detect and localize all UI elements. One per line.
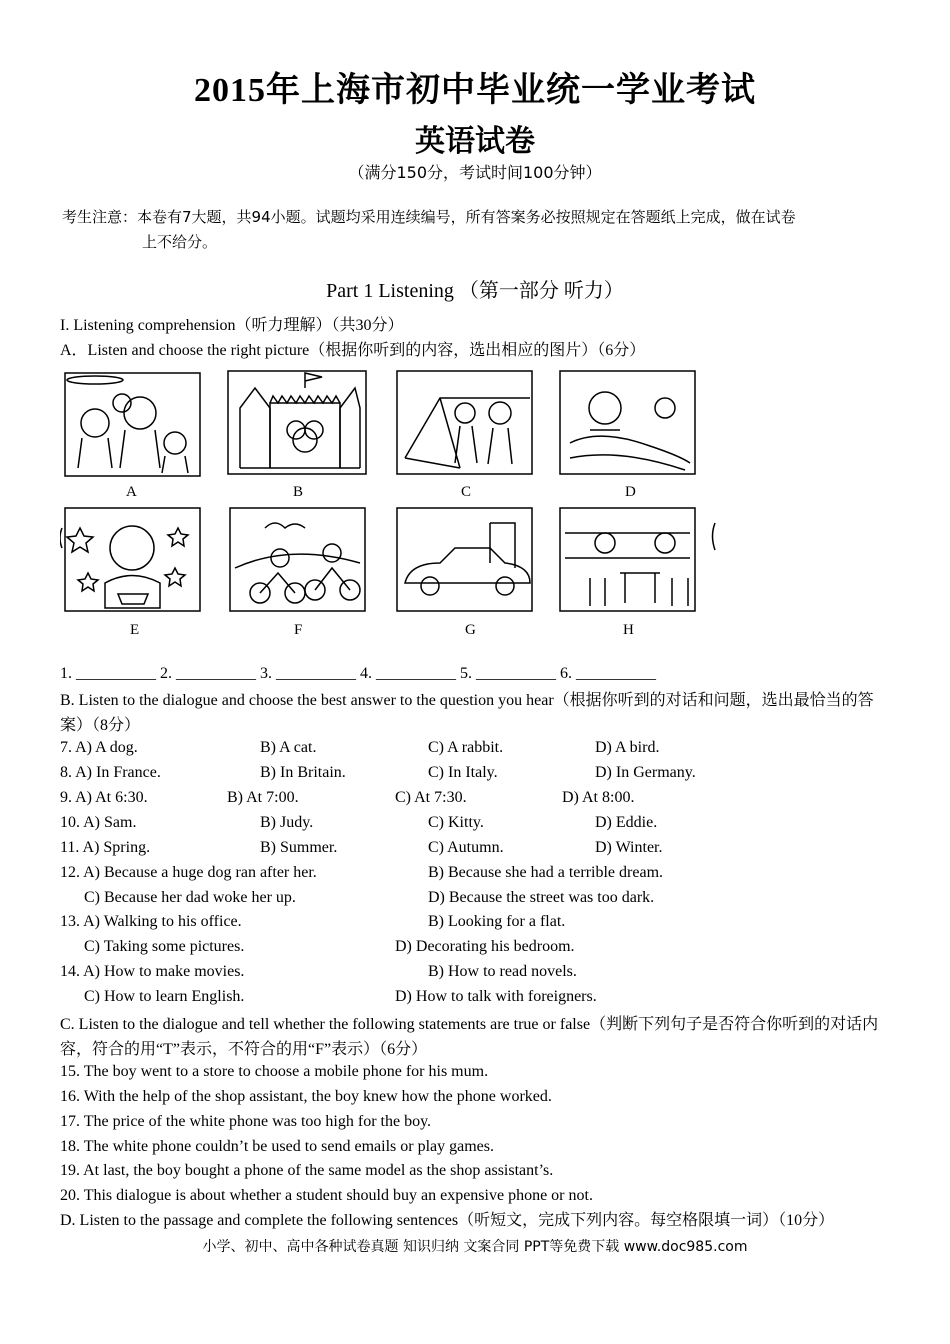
- picture-a-frame: [65, 373, 200, 476]
- answer-blanks-1-6: 1. __________ 2. __________ 3. __________ 4. __________ 5. __________ 6. __________: [60, 665, 656, 682]
- picture-grid: [60, 368, 720, 648]
- score-note: （满分150分，考试时间100分钟）: [348, 163, 602, 182]
- section-d-title: D. Listen to the passage and complete the following sentences（听短文，完成下列内容。每空格限填一词）（10分）: [60, 1212, 835, 1229]
- section-b-title: B. Listen to the dialogue and choose the best answer to the question you hear（根据你听到的对话和问题，选出最恰当的答案）（8分）: [60, 692, 874, 734]
- notice-line-2: 上不给分。: [142, 233, 218, 251]
- picture-grid-svg: [60, 368, 720, 648]
- picture-d-frame: [560, 371, 695, 474]
- question-12: 12. A) Because a huge dog ran after her. B) Because she had a terrible dream. C) Because her dad woke her up. D) Because the street was too dark.: [60, 864, 664, 906]
- picture-label-h: H: [623, 622, 634, 638]
- statement-15: 15. The boy went to a store to choose a mobile phone for his mum.: [60, 1063, 489, 1080]
- statement-16: 16. With the help of the shop assistant, the boy knew how the phone worked.: [60, 1088, 552, 1105]
- part-title: Part 1 Listening （第一部分 听力）: [326, 280, 624, 302]
- question-9: 9. A) At 6:30. B) At 7:00. C) At 7:30. D) At 8:00.: [60, 789, 635, 806]
- question-10: 10. A) Sam. B) Judy. C) Kitty. D) Eddie.: [60, 814, 658, 831]
- statement-18: 18. The white phone couldn’t be used to send emails or play games.: [60, 1138, 494, 1155]
- question-11: 11. A) Spring. B) Summer. C) Autumn. D) Winter.: [60, 839, 663, 856]
- exam-notice: [62, 205, 894, 255]
- notice-line-1: 考生注意：本卷有7大题，共94小题。试题均采用连续编号，所有答案务必按照规定在答题纸上完成，做在试卷: [62, 208, 796, 226]
- exam-title: 2015年上海市初中毕业统一学业考试: [194, 72, 756, 109]
- question-13: 13. A) Walking to his office. B) Looking for a flat. C) Taking some pictures. D) Decorating his bedroom.: [60, 913, 575, 955]
- page-footer: 小学、初中、高中各种试卷真题 知识归纳 文案合同 PPT等免费下载 www.doc985.com: [202, 1239, 748, 1255]
- exam-subtitle: 英语试卷: [415, 125, 535, 158]
- statement-19: 19. At last, the boy bought a phone of the same model as the shop assistant’s.: [60, 1162, 554, 1179]
- section-a-title: A．Listen and choose the right picture（根据你听到的内容，选出相应的图片）（6分）: [60, 342, 646, 359]
- picture-label-c: C: [461, 484, 472, 500]
- picture-label-d: D: [625, 484, 636, 500]
- picture-label-f: F: [294, 622, 303, 638]
- picture-label-a: A: [126, 484, 137, 500]
- question-7: 7. A) A dog. B) A cat. C) A rabbit. D) A bird.: [60, 739, 660, 756]
- section-i-title: I. Listening comprehension（听力理解）（共30分）: [60, 317, 404, 334]
- statement-20: 20. This dialogue is about whether a student should buy an expensive phone or not.: [60, 1187, 593, 1204]
- picture-e-frame: [65, 508, 200, 611]
- picture-label-b: B: [293, 484, 304, 500]
- section-c-title: C. Listen to the dialogue and tell whether the following statements are true or false（判断下列句子是否符合你听到的对话内容，符合的用“T”表示，不符合的用“F”表示）（6分）: [60, 1016, 879, 1058]
- picture-b-frame: [228, 371, 366, 474]
- picture-label-g: G: [465, 622, 476, 638]
- picture-h-frame: [560, 508, 695, 611]
- statement-17: 17. The price of the white phone was too high for the boy.: [60, 1113, 432, 1130]
- question-8: 8. A) In France. B) In Britain. C) In Italy. D) In Germany.: [60, 764, 696, 781]
- picture-label-e: E: [130, 622, 140, 638]
- question-14: 14. A) How to make movies. B) How to read novels. C) How to learn English. D) How to talk with foreigners.: [60, 963, 597, 1005]
